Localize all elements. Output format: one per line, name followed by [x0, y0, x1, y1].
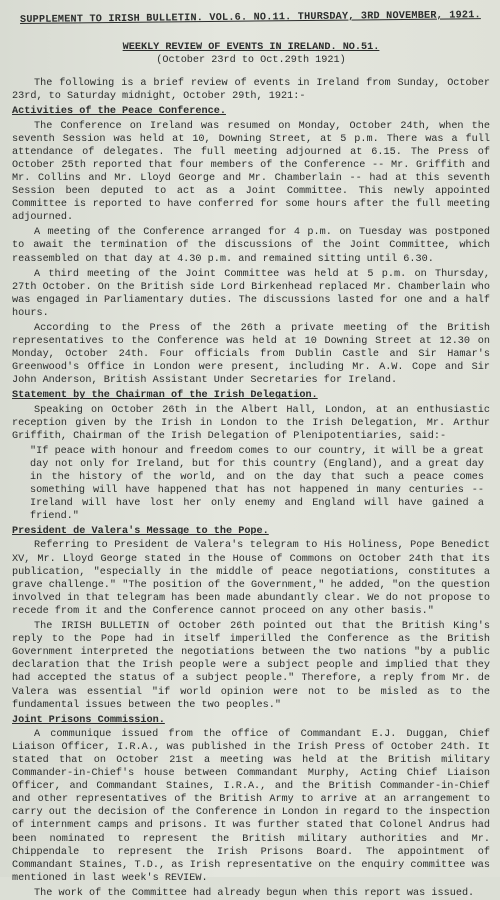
section-heading-pope-message: President de Valera's Message to the Pope.: [12, 526, 269, 538]
paragraph: The work of the Committee had already begun when this report was issued.: [34, 887, 475, 899]
paragraph: A third meeting of the Joint Committee was held at 5 p.m. on Thursday, 27th October. On the British side Lord Birkenhead replaced Mr. Chamberlain who was engaged in Parliamentary duties. The discussions lasted for one and a half hours.: [12, 268, 490, 319]
review-date-range: (October 23rd to Oct.29th 1921): [156, 55, 346, 67]
section-heading-peace-conference: Activities of the Peace Conference.: [12, 106, 226, 118]
section-heading-chairman-statement: Statement by the Chairman of the Irish Delegation.: [12, 390, 318, 402]
paragraph: Referring to President de Valera's telegram to His Holiness, Pope Benedict XV, Mr. Lloyd George stated in the House of Commons on October 24th that its publication, "especially in the middle of peace negotiations, constitutes a grave challenge." "The position of the Government," he added, "on the question involved in that telegram has been made abundantly clear. We do not propose to recede from it and the Conference cannot proceed on any other basis.": [12, 540, 490, 617]
paragraph: According to the Press of the 26th a private meeting of the British representatives to the Conference was held at 10 Downing Street at 12.30 on Monday, October 24th. Four officials from Dublin Castle and Sir Hamar's Greenwood's Office in London were present, including Mr. A.W. Cope and Sir John Anderson, British Assistant Under Secretaries for Ireland.: [12, 322, 490, 387]
section-heading-prisons-commission: Joint Prisons Commission.: [12, 714, 165, 726]
intro-paragraph: The following is a brief review of events in Ireland from Sunday, October 23rd, to Saturday midnight, October 29th, 1921:-: [12, 78, 490, 103]
griffith-quote: "If peace with honour and freedom comes to our country, it will be a great day not only for Ireland, but for this country (England), and a great day in the history of the world, and on the day that such a peace comes something will have happened that has not happened in many centuries -- Ireland will have lost her only enemy and England will have gained a friend.": [30, 445, 484, 523]
paragraph: A meeting of the Conference arranged for 4 p.m. on Tuesday was postponed to await the termination of the discussions of the Joint Committee, which reassembled on that day at 4.30 p.m. and remained sitting until 6.30.: [12, 227, 490, 265]
paragraph: The IRISH BULLETIN of October 26th pointed out that the British King's reply to the Pope had in itself imperilled the Conference as the British Government interpreted the negotiations between the two nations "by a public declaration that the Irish people were a subject people and implied that they had accepted the status of a subject people." Therefore, a reply from Mr. de Valera was essential "if world opinion were not to be misled as to the fundamental issues between the two peoples.": [12, 621, 490, 711]
paragraph: The Conference on Ireland was resumed on Monday, October 24th, when the seventh Session was held at 10, Downing Street, at 5 p.m. There was a full attendance of delegates. The full meeting adjourned at 6.15. The Press of October 25th reported that four members of the Conference -- Mr. Griffith and Mr. Collins and Mr. Lloyd George and Mr. Chamberlain -- had at this seventh Session been deputed to act as a Joint Committee. This newly appointed Committee is reported to have conferred for some hours after the full meeting adjourned.: [12, 120, 490, 224]
supplement-header: SUPPLEMENT TO IRISH BULLETIN. VOL.6. NO.11. THURSDAY, 3RD NOVEMBER, 1921.: [19, 10, 481, 26]
paragraph: A communique issued from the office of Commandant E.J. Duggan, Chief Liaison Officer, I.R.A., was published in the Irish Press of October 24th. It stated that on October 21st a meeting was held at the British military Commander-in-Chief's house between Commandant Murphy, Acting Chief Liaison Officer, and Commandant Staines, I.R.A., and the British Commander-in-Chief and other representatives of the British Army to arrive at an arrangement to carry out the decision of the Conference in London in regard to the inspection of internment camps and prisons. It was further stated that Colonel Andrus had been nominated to represent the British military authorities and Mr. Chippendale to represent the Irish Prisons Board. The appointment of Commandant Staines, T.D., as Irish representative on the enquiry committee was mentioned in last week's REVIEW.: [12, 728, 490, 884]
review-title: WEEKLY REVIEW OF EVENTS IN IRELAND. NO.51.: [122, 42, 380, 54]
paragraph: Speaking on October 26th in the Albert Hall, London, at an enthusiastic reception given by the Irish in London to the Irish Delegation, Mr. Arthur Griffith, Chairman of the Irish Delegation of Plenipotentiaries, said:-: [12, 404, 490, 442]
